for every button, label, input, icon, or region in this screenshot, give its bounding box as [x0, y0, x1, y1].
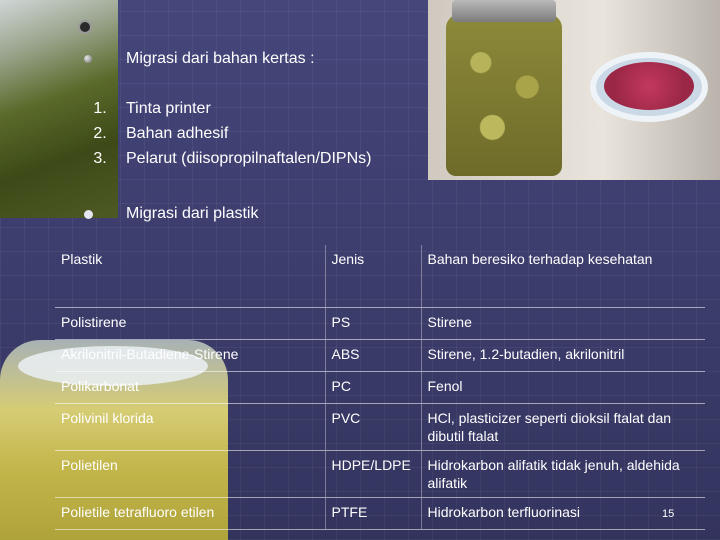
header-bahan: Bahan beresiko terhadap kesehatan	[421, 245, 705, 307]
table-header-row	[55, 245, 705, 307]
table-row	[55, 497, 705, 529]
item-number: 1.	[93, 100, 107, 117]
item-text: Bahan adhesif	[126, 125, 229, 142]
cell-plastik: Polietile tetrafluoro etilen	[55, 497, 325, 529]
jar-and-bowl-photo	[428, 0, 720, 180]
table-row	[55, 371, 705, 403]
item-text: Pelarut (diisopropilnaftalen/DIPNs)	[126, 150, 372, 167]
cell-jenis: HDPE/LDPE	[325, 450, 421, 497]
cell-jenis: ABS	[325, 339, 421, 371]
cell-jenis: PTFE	[325, 497, 421, 529]
round-bullet-icon	[80, 50, 120, 68]
item-number: 2.	[93, 125, 107, 142]
olive-jar-shape	[446, 14, 562, 176]
table-row	[55, 339, 705, 371]
cell-bahan: Stirene	[421, 307, 705, 339]
bowl-content-shape	[604, 62, 694, 110]
item-text: Tinta printer	[126, 100, 211, 117]
cell-plastik: Polikarbonat	[55, 371, 325, 403]
cell-bahan: Fenol	[421, 371, 705, 403]
header-plastik: Plastik	[55, 245, 325, 307]
page-number: 15	[662, 508, 675, 520]
cell-plastik: Polivinil klorida	[55, 403, 325, 450]
cell-jenis: PC	[325, 371, 421, 403]
cell-plastik: Polistirene	[55, 307, 325, 339]
table-row	[55, 307, 705, 339]
table-row	[55, 450, 705, 497]
jar-lid-shape	[452, 0, 556, 22]
cell-bahan: Hidrokarbon alifatik tidak jenuh, aldehida alifatik	[421, 450, 705, 497]
bag-knot-shape	[78, 20, 92, 34]
cell-plastik: Akrilonitril-Butadiene-Stirene	[55, 339, 325, 371]
paper-migration-heading: Migrasi dari bahan kertas :	[126, 50, 315, 67]
plastic-migration-table	[55, 245, 705, 530]
plastic-migration-heading: Migrasi dari plastik	[126, 205, 259, 222]
cell-bahan: Stirene, 1.2-butadien, akrilonitril	[421, 339, 705, 371]
cell-jenis: PVC	[325, 403, 421, 450]
cell-jenis: PS	[325, 307, 421, 339]
cell-plastik: Polietilen	[55, 450, 325, 497]
cell-bahan: HCl, plasticizer seperti dioksil ftalat dan dibutil ftalat	[421, 403, 705, 450]
cell-bahan: Hidrokarbon terfluorinasi	[421, 497, 705, 529]
header-jenis: Jenis	[325, 245, 421, 307]
item-number: 3.	[93, 150, 107, 167]
table-row	[55, 403, 705, 450]
disc-bullet-icon	[80, 205, 120, 224]
